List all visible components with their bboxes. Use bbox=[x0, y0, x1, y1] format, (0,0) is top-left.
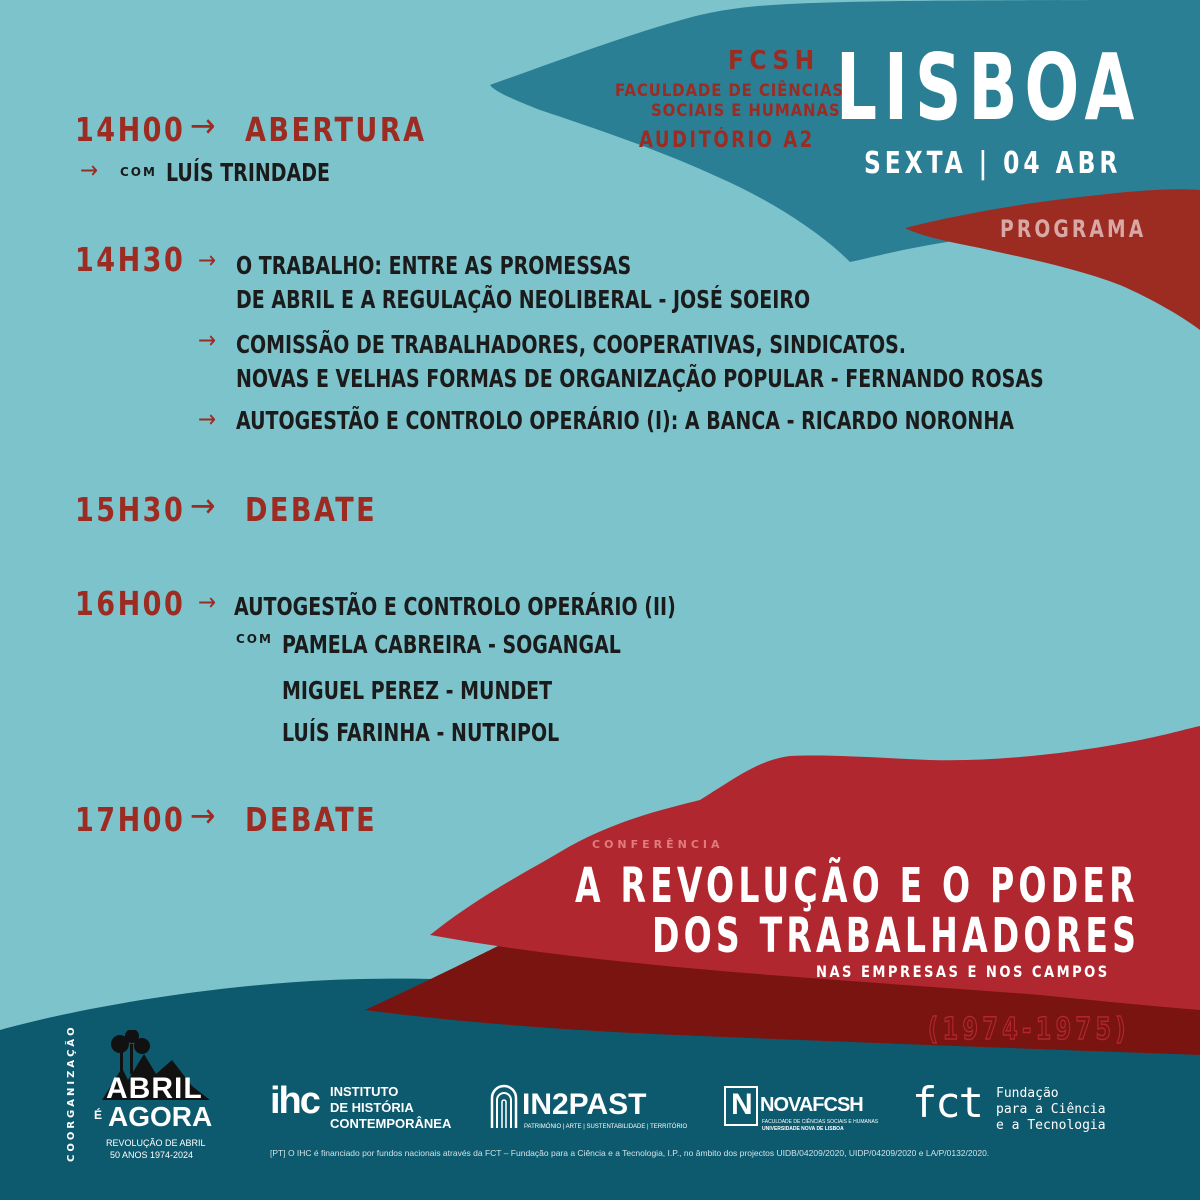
talk-3: AUTOGESTÃO E CONTROLO OPERÁRIO (I): A BANCA - RICARDO NORONHA bbox=[236, 406, 1014, 435]
conference-title-line2: DOS TRABALHADORES bbox=[652, 908, 1141, 964]
conference-label: CONFERÊNCIA bbox=[592, 838, 724, 851]
talk-1-line1: O TRABALHO: ENTRE AS PROMESSAS bbox=[236, 251, 632, 280]
ihc-line1: INSTITUTO bbox=[330, 1084, 399, 1099]
funding-disclaimer: [PT] O IHC é financiado por fundos nacionais através da FCT – Fundação para a Ciência e a Tecnologia, I.P., no âmbito dos projectos UIDB/04209/2020, UIDP/04209/2020 e LA/P/0132/2020. bbox=[270, 1148, 990, 1158]
conference-subtitle: NAS EMPRESAS E NOS CAMPOS bbox=[816, 962, 1110, 981]
speaker-4-2: MIGUEL PEREZ - MUNDET bbox=[282, 676, 553, 705]
arrow-right-icon: → bbox=[198, 326, 217, 354]
session-title-abertura: ABERTURA bbox=[245, 110, 427, 149]
ihc-line3: CONTEMPORÂNEA bbox=[330, 1116, 452, 1131]
conference-title-line1: A REVOLUÇÃO E O PODER bbox=[575, 858, 1139, 914]
speaker-opening: LUÍS TRINDADE bbox=[166, 158, 331, 187]
venue-line1: FACULDADE DE CIÊNCIAS bbox=[615, 81, 845, 101]
abril-e-agora-logo bbox=[92, 1030, 220, 1170]
arrow-right-icon: → bbox=[190, 486, 216, 526]
ihc-line2: DE HISTÓRIA bbox=[330, 1100, 414, 1115]
room-label: AUDITÓRIO A2 bbox=[639, 128, 815, 153]
in2past-name: IN2PAST bbox=[522, 1088, 647, 1121]
abril-sub1: REVOLUÇÃO DE ABRIL bbox=[106, 1138, 206, 1148]
arrow-right-icon: → bbox=[198, 405, 217, 433]
in2past-arch-icon bbox=[490, 1082, 518, 1130]
arrow-right-icon: → bbox=[80, 156, 99, 184]
talk-1-line2: DE ABRIL E A REGULAÇÃO NEOLIBERAL - JOSÉ SOEIRO bbox=[236, 285, 811, 314]
time-1700: 17H00 bbox=[75, 800, 186, 839]
abril-line1: ABRIL bbox=[106, 1072, 203, 1105]
com-label: COM bbox=[120, 165, 157, 179]
fct-line3: e a Tecnologia bbox=[996, 1118, 1106, 1133]
city-title: LISBOA bbox=[836, 34, 1142, 141]
session-title-debate-2: DEBATE bbox=[245, 800, 378, 839]
talk-2-line2: NOVAS E VELHAS FORMAS DE ORGANIZAÇÃO POPULAR - FERNANDO ROSAS bbox=[236, 364, 1044, 393]
arrow-right-icon: → bbox=[198, 588, 217, 616]
abril-e: É bbox=[94, 1108, 103, 1122]
time-1400: 14H00 bbox=[75, 110, 186, 149]
abril-line2: AGORA bbox=[108, 1101, 213, 1132]
time-1600: 16H00 bbox=[75, 584, 186, 623]
time-1530: 15H30 bbox=[75, 490, 186, 529]
ihc-mark: ihc bbox=[270, 1080, 319, 1122]
venue-line2: SOCIAIS E HUMANAS bbox=[651, 101, 841, 121]
arrow-right-icon: → bbox=[190, 106, 216, 146]
arrow-right-icon: → bbox=[190, 796, 216, 836]
coorganization-label: COORGANIZAÇÃO bbox=[66, 1024, 77, 1162]
conference-years: (1974-1975) bbox=[928, 1012, 1130, 1047]
nova-sub2: UNIVERSIDADE NOVA DE LISBOA bbox=[762, 1126, 844, 1132]
venue-short: FCSH bbox=[728, 46, 820, 76]
nova-sub1: FACULDADE DE CIÊNCIAS SOCIAIS E HUMANAS bbox=[762, 1119, 879, 1125]
in2past-sub: PATRIMÓNIO | ARTE | SUSTENTABILIDADE | TERRITÓRIO bbox=[524, 1124, 688, 1130]
session-title-debate-1: DEBATE bbox=[245, 490, 378, 529]
time-1430: 14H30 bbox=[75, 240, 186, 279]
fct-mark: fct bbox=[912, 1078, 982, 1127]
talk-4-title: AUTOGESTÃO E CONTROLO OPERÁRIO (II) bbox=[234, 592, 676, 621]
fct-line1: Fundação bbox=[996, 1086, 1059, 1101]
date-label: SEXTA | 04 ABR bbox=[864, 146, 1122, 181]
abril-sub2: 50 ANOS 1974-2024 bbox=[110, 1150, 194, 1160]
nova-mark: N bbox=[731, 1088, 753, 1121]
fct-line2: para a Ciência bbox=[996, 1102, 1106, 1117]
talk-2-line1: COMISSÃO DE TRABALHADORES, COOPERATIVAS, SINDICATOS. bbox=[236, 330, 907, 359]
nova-name: NOVAFCSH bbox=[760, 1094, 863, 1116]
speaker-4-1: PAMELA CABREIRA - SOGANGAL bbox=[282, 630, 621, 659]
com-label: COM bbox=[236, 632, 273, 646]
arrow-right-icon: → bbox=[198, 246, 217, 274]
section-label: PROGRAMA bbox=[1000, 215, 1147, 243]
speaker-4-3: LUÍS FARINHA - NUTRIPOL bbox=[282, 718, 560, 747]
